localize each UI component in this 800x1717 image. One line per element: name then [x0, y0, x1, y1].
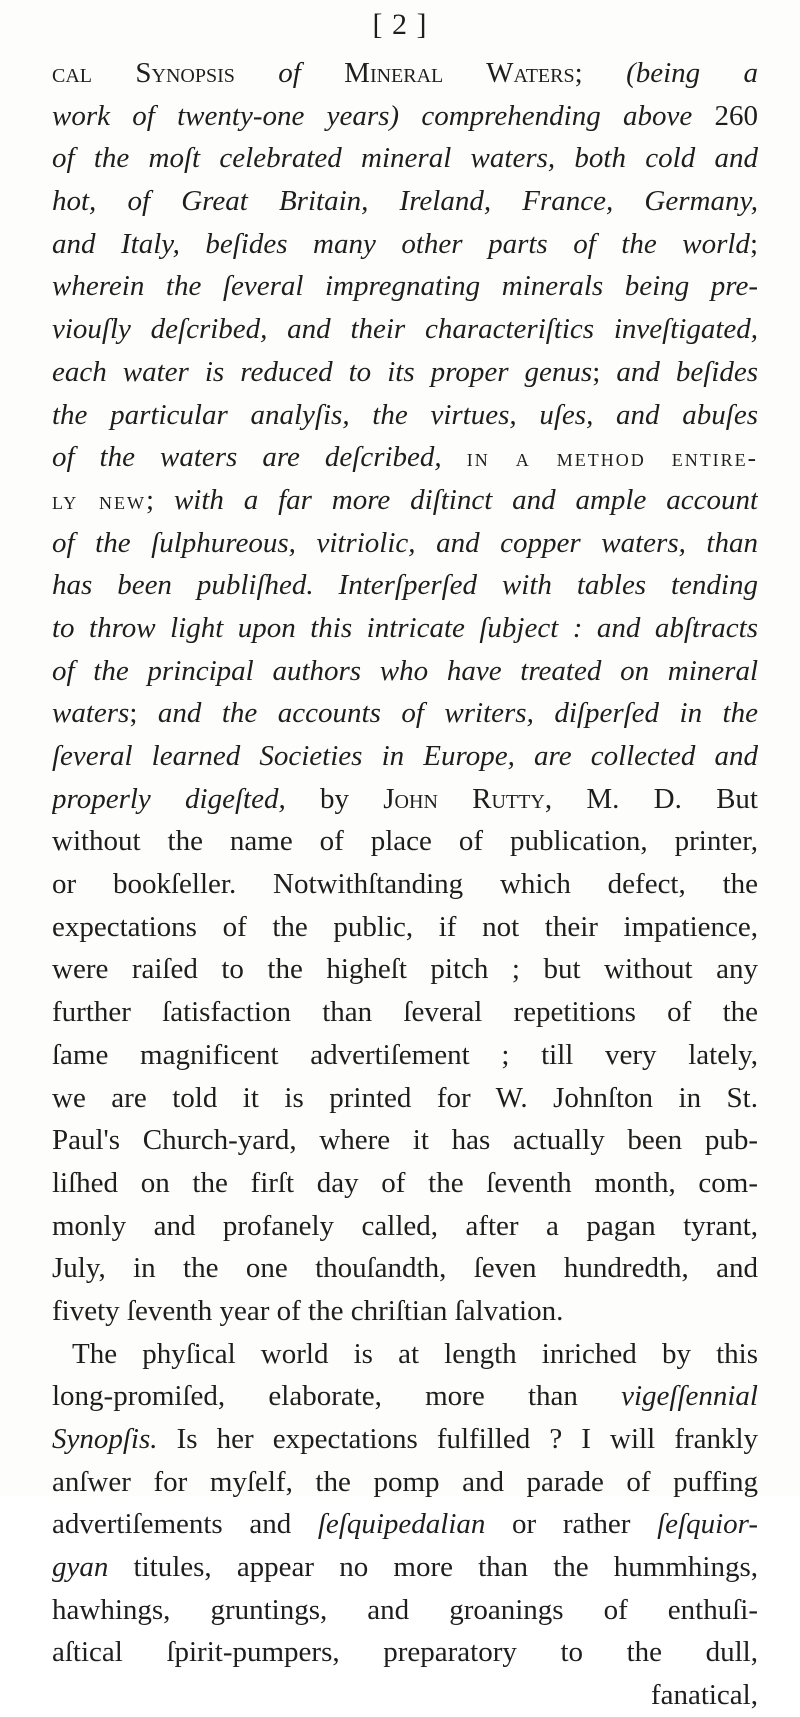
text-run: advertiſements and — [52, 1508, 318, 1541]
text-line — [52, 735, 758, 778]
text-line — [52, 1034, 758, 1077]
text-run: anſwer for myſelf, the pomp and parade of puffing — [52, 1465, 758, 1498]
text-run — [442, 441, 467, 473]
text-line — [52, 1162, 758, 1205]
text-run: Is her expectations fulfilled ? I will frankly — [157, 1423, 758, 1455]
text-line — [52, 863, 758, 906]
text-run: to throw light upon this intricate ſubject : and abſtracts — [52, 611, 758, 644]
text-run: aſtical ſpirit-pumpers, preparatory to the dull, — [52, 1636, 758, 1669]
text-run: Paul's Church-yard, where it has actually been pub- — [52, 1124, 758, 1157]
text-line — [52, 991, 758, 1034]
text-run: or rather — [485, 1508, 658, 1541]
text-run: Synopſis. — [52, 1423, 158, 1455]
text-line — [52, 137, 758, 180]
text-line — [52, 1333, 758, 1376]
text-run: each water is reduced to its proper genus — [52, 355, 593, 388]
text-run: or bookſeller. Notwithſtanding which defect, the — [52, 868, 758, 901]
text-line — [52, 1589, 758, 1632]
text-line — [52, 1631, 758, 1674]
text-line — [52, 394, 758, 437]
text-run: without the name of place of publication, printer, — [52, 825, 758, 858]
text-run: fivety ſeventh year of the chriſtian ſalvation. — [52, 1294, 564, 1327]
text-run: titules, appear no more than the hummhings, — [108, 1551, 758, 1584]
text-run — [301, 57, 344, 89]
text-run — [235, 57, 278, 89]
text-run: of the ſulphureous, vitriolic, and copper waters, than — [52, 526, 758, 559]
text-run: we are told it is printed for W. Johnſton in St. — [52, 1081, 758, 1114]
text-line — [52, 351, 758, 394]
text-run: 260 — [692, 99, 758, 132]
text-line — [52, 1205, 758, 1248]
text-run: ; — [574, 57, 627, 89]
text-line — [52, 52, 758, 95]
text-run: ſame magnificent advertiſement ; till very lately, — [52, 1038, 758, 1071]
text-run: ; — [146, 483, 174, 516]
text-run: wherein the ſeveral impregnating minerals being pre- — [52, 270, 758, 303]
text-line — [52, 820, 758, 863]
text-run: of — [278, 57, 301, 89]
text-run: of the waters are deſcribed, — [52, 441, 442, 474]
text-run: expectations of the public, if not their impatience, — [52, 910, 758, 943]
text-run: and beſides — [616, 355, 758, 388]
text-run: vigeſſennial — [621, 1380, 758, 1413]
text-line — [52, 95, 758, 138]
text-line — [52, 265, 758, 308]
text-run: hot, of Great Britain, Ireland, France, Germany, — [52, 185, 758, 218]
text-line — [52, 650, 758, 693]
page-number: [ 2 ] — [372, 8, 428, 41]
text-line — [52, 1503, 758, 1546]
text-run: in a method entire- — [466, 445, 758, 473]
text-run: Mineral Waters — [344, 57, 575, 89]
text-run: fanatical, — [650, 1679, 758, 1712]
text-line — [52, 564, 758, 607]
text-run: The phyſical world is at length inriched by this — [72, 1337, 758, 1370]
text-run: of the principal authors who have treated on mineral — [52, 654, 758, 687]
text-run: , M. D. But — [544, 782, 758, 815]
text-line — [52, 522, 758, 565]
text-line — [52, 1077, 758, 1120]
text-line — [52, 778, 758, 821]
text-run: John Rutty — [383, 782, 545, 815]
text-run: ly new — [52, 487, 147, 515]
text-run: ſeſquior- — [657, 1508, 758, 1541]
text-run: the particular analyſis, the virtues, uſes, and abuſes — [52, 398, 758, 431]
text-line — [52, 1375, 758, 1418]
text-run: (being a — [626, 57, 758, 89]
text-run: work of twenty-one years) comprehending above — [52, 99, 693, 132]
text-run: with a far more diſtinct and ample account — [173, 483, 758, 516]
text-line — [52, 948, 758, 991]
text-line — [52, 1119, 758, 1162]
text-run: properly digeſted, — [52, 782, 286, 815]
text-run: gyan — [52, 1551, 109, 1584]
text-run: cal Synopsis — [52, 57, 235, 89]
text-line — [52, 479, 758, 522]
text-line — [52, 180, 758, 223]
text-run: ; — [592, 355, 617, 388]
text-line — [52, 223, 758, 266]
text-line — [52, 436, 758, 479]
text-line — [52, 308, 758, 351]
text-line — [52, 1461, 758, 1504]
text-run: ; — [129, 697, 158, 730]
text-run: July, in the one thouſandth, ſeven hundredth, and — [52, 1252, 758, 1285]
text-run: viouſly deſcribed, and their characteriſtics inveſtigated, — [52, 313, 758, 346]
text-line — [52, 906, 758, 949]
text-run: and Italy, beſides many other parts of the world — [52, 227, 750, 260]
text-run: long-promiſed, elaborate, more than — [52, 1380, 622, 1413]
text-run: monly and profanely called, after a pagan tyrant, — [52, 1209, 758, 1242]
text-line — [52, 692, 758, 735]
text-line — [52, 607, 758, 650]
text-run: ſeveral learned Societies in Europe, are collected and — [52, 740, 758, 772]
body-text — [52, 52, 758, 1717]
text-line — [52, 1290, 758, 1333]
text-run: by — [285, 782, 384, 815]
text-run: hawhings, gruntings, and groanings of enthuſi- — [52, 1593, 758, 1626]
text-run: of the moſt celebrated mineral waters, both cold and — [52, 142, 758, 175]
text-line — [52, 1418, 758, 1461]
text-run: ; — [749, 227, 758, 260]
text-run: ſeſquipedalian — [317, 1508, 486, 1541]
text-run: has been publiſhed. Interſperſed with tables tending — [52, 569, 758, 602]
text-run: were raiſed to the higheſt pitch ; but without any — [52, 953, 758, 986]
text-run: waters — [52, 697, 130, 730]
text-line — [52, 1674, 758, 1717]
text-run: further ſatisfaction than ſeveral repetitions of the — [52, 996, 758, 1029]
text-run: and the accounts of writers, diſperſed in the — [157, 697, 758, 730]
text-line — [52, 1247, 758, 1290]
text-run: liſhed on the firſt day of the ſeventh month, com- — [52, 1166, 758, 1199]
text-line — [52, 1546, 758, 1589]
